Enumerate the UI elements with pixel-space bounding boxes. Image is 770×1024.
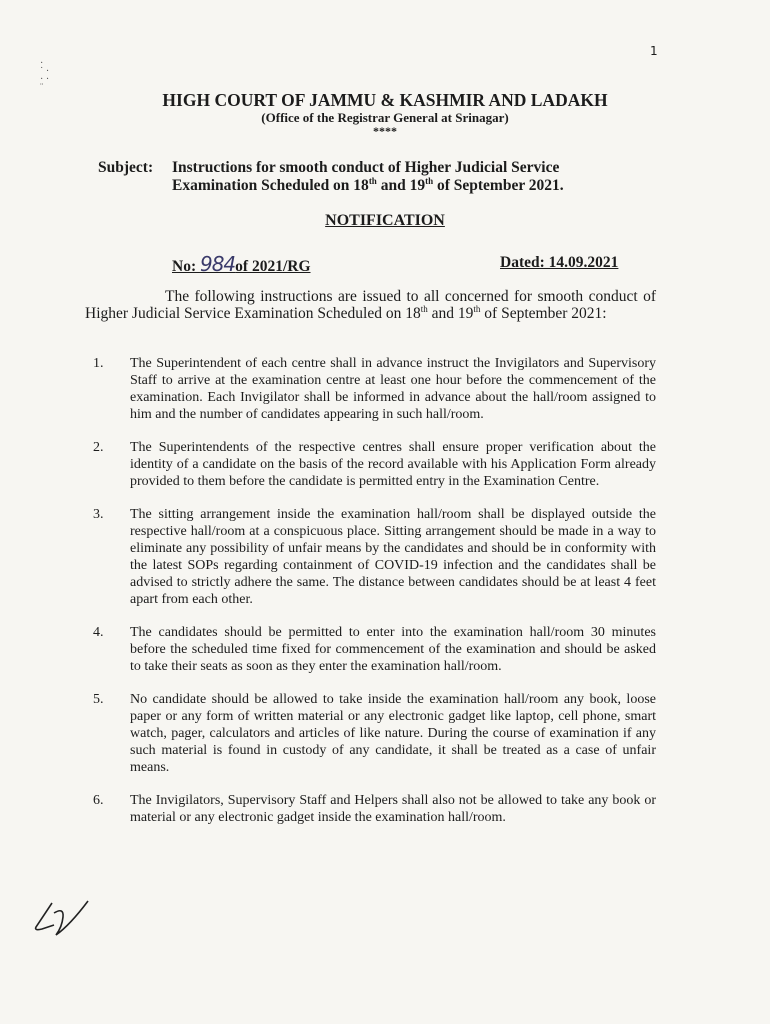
- subject-block: [98, 159, 678, 195]
- court-title: HIGH COURT OF JAMMU & KASHMIR AND LADAKH: [162, 90, 608, 110]
- notification-number: No: 984of 2021/RG: [172, 252, 311, 276]
- initials-signature: [30, 895, 100, 945]
- instruction-list: [93, 355, 656, 826]
- list-item: 2. The Superintendents of the respective centres shall ensure proper verification about the identity of a candidate on the basis of the record available with his Application Form already provided to them before the candidate is permitted entry in the Examination Centre.: [93, 440, 656, 489]
- subject-line-2: Examination Scheduled on 18th and 19th of September 2021.: [172, 175, 564, 194]
- list-item: 6. The Invigilators, Supervisory Staff and Helpers shall also not be allowed to take any book or material or any electronic gadget inside the examination hall/room.: [93, 793, 656, 825]
- page-number: 1: [650, 44, 658, 58]
- subject-line-1: Instructions for smooth conduct of Higher Judicial Service: [172, 159, 560, 176]
- list-item: 5. No candidate should be allowed to take inside the examination hall/room any book, loose paper or any form of written material or any electronic gadget like laptop, cell phone, smart watch, pager, calculators and articles of like nature. During the course of examination if any such material is found in custody of any candidate, it shall be treated as a case of unfair means.: [93, 692, 656, 775]
- intro-paragraph: The following instructions are issued to all concerned for smooth conduct of Higher Judicial Service Examination Scheduled on 18th and 19th of September 2021:: [85, 288, 656, 322]
- notification-heading: NOTIFICATION: [325, 212, 445, 229]
- scan-specks: · ˙ · · · ¨: [40, 58, 50, 93]
- subject-label: Subject:: [98, 159, 154, 176]
- notification-date: Dated: 14.09.2021: [500, 254, 619, 271]
- handwritten-number: 984: [199, 252, 236, 276]
- list-item: 1. The Superintendent of each centre shall in advance instruct the Invigilators and Supervisory Staff to arrive at the examination centre at least one hour before the commencement of the examination. Each Invigilator shall be informed in advance about the hall/room assigned to him and the number of candidates appearing in such hall/room.: [93, 356, 656, 422]
- list-item: 3. The sitting arrangement inside the examination hall/room shall be displayed outside the respective hall/room at a conspicuous place. Sitting arrangement should be made in a way to eliminate any possibility of unfair means by the candidates and should be in conformity with the latest SOPs regarding containment of COVID-19 infection and the candidates shall be advised to strictly adhere the same. The distance between candidates should be at least 4 feet apart from each other.: [93, 507, 656, 607]
- header-stars: ****: [373, 124, 397, 138]
- office-subtitle: (Office of the Registrar General at Srinagar): [261, 110, 509, 125]
- list-item: 4. The candidates should be permitted to enter into the examination hall/room 30 minutes before the scheduled time fixed for commencement of the examination and should be asked to take their seats as soon as they enter the examination hall/room.: [93, 625, 656, 674]
